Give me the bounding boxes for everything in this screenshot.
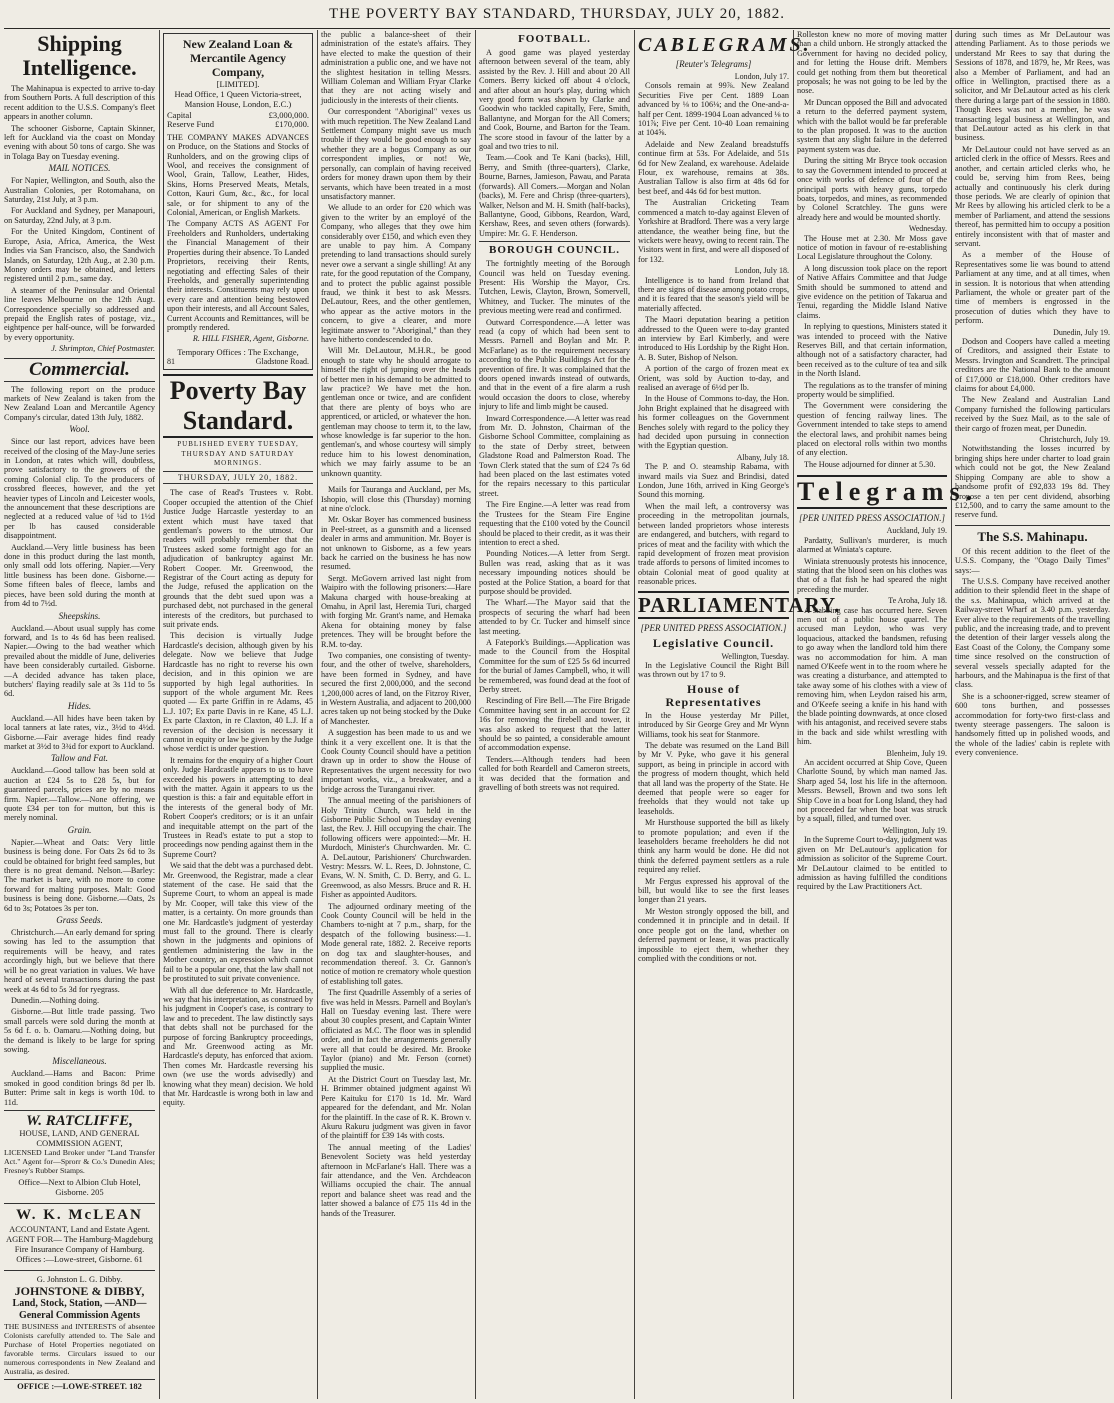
dateline: Auckland, July 19.	[886, 526, 947, 536]
capital-value: £3,000,000.	[268, 110, 309, 120]
parliament-paragraph: Mr Weston strongly opposed the bill, and condemned it in principle and in detail. If once people got on the land, whether on deferred payment or lease, it was practically impossible to eject them, whether they complied with the conditions or not.	[638, 906, 789, 963]
dateline: Dunedin, July 19.	[1053, 327, 1110, 337]
mahinapua-paragraph: Of this recent addition to the fleet of the U.S.S. Company, the "Otago Daily Times" says:—	[955, 546, 1110, 575]
advert-title: W. RATCLIFFE,	[26, 1112, 133, 1129]
parliament-paragraph: The debate was resumed on the Land Bill by Mr V. Pyke, who gave it his general support, as being in principle in accord with the progress of modern thought, which held that all land was the property of the State. He deemed that people were so eager for freeholds that they would not take up leaseholds.	[638, 740, 789, 816]
editorial-paragraph: With all due deference to Mr. Hardcastle, we say that his interpretation, as construed by his judgment in Cooper's case, is contrary to law and to precedent. The law distinctly says that debts shall not be purchased for the purpose of forcing Bankruptcy proceedings, and Mr. Greenwood acting as Mr. Hardcastle's deputy, has enforced that axiom. Then comes Mr. Hardcastle reversing his own (we use the words advisedly) and knowing what they mean) decision. We hold that Mr. Hardcastle is wrong both in law and equity.	[163, 985, 313, 1108]
news-paragraph: A suggestion has been made to us and we think it a very excellent one. It is that the Cook County Council should have a petition drawn up in order to show the House of Representatives the urgent necessity for two important works, viz., a breakwater, and a bridge across the Turanganui river.	[321, 728, 471, 794]
paper-dateline: THURSDAY, JULY 20, 1882.	[163, 471, 313, 484]
advert-names: G. Johnston L. G. Dibby.	[36, 1273, 123, 1284]
column-6	[797, 30, 979, 1399]
column-divider	[951, 30, 952, 1399]
johnston-advert	[4, 1270, 155, 1394]
editorial-paragraph: Will Mr. DeLautour, M.H.R., be good enough to state why he should arrogate to himself the right of jumping over the heads of better men in his demand to be admitted to law practice? We have met the hon. gentleman once or twice, and are confident that there are plenty of boys who are apprenticed, or articled, or whatever the hon. gentleman may choose to term it, to the law, whose knowledge is far superior to the hon. gentleman's, and whose courtesy will simply reduce him to his lowest denomination, which we may fairly assume to be an unknown quantity.	[321, 346, 471, 478]
column-divider	[317, 30, 318, 1399]
news-paragraph: The adjourned ordinary meeting of the Cook County Council will be held in the Chambers to-night at 7 p.m., sharp, for the despatch of the following business:—1. Mode general rate, 1882. 2. Receive reports on dog tax and slaughter-houses, and recommendation thereof. 3. Cr. Gannon's notice of motion re crematory whole question of establishing toll gates.	[321, 901, 471, 986]
mail-paragraph: For Auckland and Sydney, per Manapouri, on Saturday, 22nd July, at 3 p.m.	[4, 206, 155, 225]
parliament-paragraph: The Government were considering the question of fencing railway lines. The Government intended to take steps to amend the electoral laws, and prohibit names being placed on electoral rolls within two months of any election.	[797, 401, 947, 458]
cablegrams-heading: CABLEGRAMS.	[638, 34, 812, 56]
capital-label: Capital	[167, 110, 192, 120]
news-paragraph: Mails for Tauranga and Auckland, per Ms, Ishopio, will close this (Thursday) morning at nine o'clock.	[321, 485, 471, 513]
commercial-paragraph: The following report on the produce markets of New Zealand is taken from the New Zealand Loan and Mercantile Agency Company's circular, dated 13th July, 1882.	[4, 384, 155, 422]
telegram-paragraph: Winiata strenuously protests his innocence, stating that the blood seen on his clothes was that of a flat fish he had speared the night preceding the murder.	[797, 556, 947, 594]
advert-subtitle: ACCOUNTANT, Land and Estate Agent.	[9, 1223, 150, 1234]
advert-agent: AGENT FOR— The Hamburg-Magdeburg Fire Insurance Company of Hamburg.	[6, 1233, 153, 1254]
column-2	[163, 30, 313, 1399]
mail-paragraph: A steamer of the Peninsular and Oriental line leaves Melbourne on the 12th Augt. Correspondence specially so addressed and prepaid the English rates of postage, viz., eightpence per half-ounce, will be forwarded by every opportunity.	[4, 285, 155, 342]
cable-paragraph: The P. and O. steamship Rabama, with inward mails via Suez and Brindisi, dated London, June 16th, arrived in King George's Sound this morning.	[638, 462, 789, 500]
mahinapua-paragraph: She is a schooner-rigged, screw steamer of 600 tons burthen, and possesses accommodation for forty-two first-class and twenty steerage passengers. The saloon is handsomely fitted up in polished woods, and the whole of the ladies' cabin is replete with every convenience.	[955, 691, 1110, 758]
column-divider	[159, 30, 160, 1399]
advert-title: New Zealand Loan & Mercantile Agency Company,	[182, 37, 294, 79]
dateline: Wednesday.	[908, 224, 947, 234]
editorial-paragraph: This decision is virtually Judge Hardcastle's decision, although given by his delegate. Now we believe that Judge Hardcastle has no right to reverse his own decision, and in this opinion we are supported by high legal authorities. In support of the whole argument Mr. Rees quoted — Ex parte Griffin in re Adams, 45 L.J. 107; Ex parte Davis in re Kane, 45 L.J. Ex parte Claxton, in re Claxton, 40 L.J. If a reversion of the decision is necessary it cannot in equity or law be given by the Judge whose verdict is under question.	[163, 631, 313, 754]
advert-body: The Company ACTS AS AGENT For Freeholders and Runholders, undertaking the Financial Management of their Properties during their absence. To Landed Proprietors, receiving their Rents, negotiating and effecting Sales of their Freeholds, and generally superintending their interests. Constituents may rely upon every care and attention being bestowed upon their interests, and all Account Sales, Current Accounts and Remittances, will be promptly rendered.	[167, 219, 309, 332]
editorial-paragraph: The case of Read's Trustees v. Robt. Cooper occupied the attention of the Chief Justice Judge Harcastle yesterday to an extent which must have taxed that gentleman's powers to the utmost. Our readers will probably remember that the Trustees asked some fortnight ago for an adjudication of bankruptcy against Mr. Robert Cooper. Mr. Greenwood, the Registrar of the Court acting as deputy for the Judge, refused the application on the grounds that the debt sued upon was a purchased debt, not purchased in the general interests of the creditors, but purchased to suit private ends.	[163, 488, 313, 630]
shipping-paragraph: The Mahinapua is expected to arrive to-day from Southern Ports. A full description of this recent addition to the U.S.S. Company's fleet appears in another column.	[4, 84, 155, 122]
advert-title: JOHNSTONE & DIBBY,	[14, 1283, 145, 1298]
dateline: Wellington, Tuesday.	[721, 651, 789, 661]
editorial-paragraph: the public a balance-sheet of their administration of the estate's affairs. They have elected to make the question of their administration a public one, and we have not the slightest hesitation in telling Messrs. William Coleman and William Fryar Clarke that they are not acting wisely and judiciously in the interests of their clients.	[321, 30, 471, 105]
column-1	[4, 30, 155, 1399]
publishing-note: PUBLISHED EVERY TUESDAY, THURSDAY AND SATURDAY MORNINGS.	[177, 440, 299, 467]
telegram-paragraph: Mr DeLautour could not have served as an articled clerk in the office of Messrs. Rees and another, and certain articled clerks who, he could be, serving him from Rees, being actually and continuously his clerk during those periods. We are clearly of opinion that Mr Rees by allowing his articled clerk to be a member of Parliament, and attend the sessions thereof, has permitted him to occupy a position entirely inconsistent with that of master and servant.	[955, 144, 1110, 248]
news-paragraph: The annual meeting of the parishioners of Holy Trinity Church, was held in the Gisborne Public School on Tuesday evening last, the Rev. J. Hill occupying the chair. The following officers were appointed:—Mr. H. Murdoch, Minister's Churchwarden. Mr. C. A. DeLautour, Parishioners' Churchwarden. Vestry: Messrs. W. L. Rees, D. Johnstone, C. Evans, W. N. Smith, C. D. Berry, and G. L. Greenwood, as also Messrs. Bruce and R. H. Fisher as appointed Auditors.	[321, 796, 471, 900]
borough-paragraph: The Wharf.—The Mayor said that the prospects of securing the wharf had been attended to by Cr. Tucker and himself since last meeting.	[479, 598, 630, 636]
subheading: Grain.	[67, 824, 92, 835]
telegrams-source: [PER UNITED PRESS ASSOCIATION.]	[799, 513, 945, 524]
dateline: Blenheim, July 19.	[886, 748, 947, 758]
subheading: Miscellaneous.	[52, 1056, 107, 1067]
borough-paragraph: Pounding Notices.—A letter from Sergt. Bullen was read, asking that as it was necessary impounding notices should be posted at the Police Station, a board for that purpose should be provided.	[479, 549, 630, 596]
cable-paragraph: A portion of the cargo of frozen meat ex Orient, was sold by Auction to-day, and realised an average of 6½d per lb.	[638, 364, 789, 392]
parliament-paragraph: The House met at 2.30. Mr Moss gave notice of motion in favour of re-establishing Local Legislature throughout the Colony.	[797, 233, 947, 262]
news-paragraph: Sergt. McGovern arrived last night from Waipiro with the following prisoners:—Hare Makuna charged with house-breaking at Omahu, in April last, Heremia Turi, charged with forging Mr. Grant's name, and Hemaka Akena for obtaining money by false pretences. They will be brought before the R.M. to-day.	[321, 573, 471, 649]
editorial-paragraph: We allude to an order for £20 which was given to the writer by an employé of the Company, who alleges that they owe him considerably over £150, and which even they are unable to pay him. A Company pretending to land transactions should surely never owe a servant a single shilling! At any rate, for the good reputation of the Company, and to protect the public against possible fraud, we think it best to ask Messrs. DeLautour, Rees, and the other gentlemen, who appear as the active motors in the concern, to give a clearer, and more legitimate answer to "Aboriginal," than they have hitherto condescended to do.	[321, 203, 471, 344]
advert-signature: R. HILL FISHER, Agent, Gisborne.	[192, 334, 309, 344]
subheading: Tallow and Fat.	[51, 753, 108, 764]
advert-head-office: Head Office, 1 Queen Victoria-street, Mansion House, London, E.C.)	[174, 89, 302, 109]
column-divider	[475, 30, 476, 1399]
dateline: Christchurch, July 19.	[1039, 435, 1110, 445]
advert-limited: [LIMITED].	[216, 79, 260, 89]
house-heading: House of Representatives	[665, 681, 762, 709]
advert-office: OFFICE :—LOWE-STREET. 182	[4, 1379, 155, 1391]
cable-paragraph: When the mail left, a controversy was proceeding in the metropolitan journals, between landed proprietors whose interests are endangered, and butchers, with regard to prices of meat and the facility with which the rapid development of frozen meat provision trade affords to persons of limited incomes to obtain Colonial meat of good quality at reasonable prices.	[638, 501, 789, 587]
advert-body: THE COMPANY MAKES ADVANCES on Produce, on the Stations and Stocks of Runholders, and on the growing clips of Wool, and receives the consignment of Wool, Grain, Tallow, Leather, Hides, Skins, Horns Preserved Meats, Metals, Cotton, Kauri Gum, &c., &c., for local sale, or for shipment to any of the Colonial, American, or English Markets.	[167, 132, 309, 218]
cable-paragraph: Intelligence is to hand from Ireland that there are signs of disease among potato crops, and it is feared that the season's yield will be materially affected.	[638, 275, 789, 313]
dateline: Te Aroha, July 18.	[888, 596, 947, 606]
masthead: THE POVERTY BAY STANDARD, THURSDAY, JULY 20, 1882.	[328, 6, 786, 22]
column-divider	[793, 30, 794, 1399]
parliamentary-source: [PER UNITED PRESS ASSOCIATION.]	[640, 622, 787, 633]
telegram-paragraph: An accident occurred at Ship Cove, Queen Charlotte Sound, by which man named Jas. Sharp aged 54, lost his life in the afternoon. Messrs. Bewsell, Brown and two sons left Ship Cove in a boat for Long Island, they had not proceeded far when the boat was struck by a squall, filled, and turned over.	[797, 758, 947, 824]
borough-paragraph: Outward Correspondence.—A letter was read (a copy of which had been sent to Messrs. Parnell and Boylan and Mr. P. McFarlane) as to the requirement necessary according to the Public Buildings Act for the prevention of fire. It was complained that the doors opened inwards instead of outwards, and that in the event of a fire alarm a rush would occasion the doors to close, whereby injury to life and limb might be caused.	[479, 317, 630, 412]
football-heading: FOOTBALL.	[518, 33, 591, 45]
nzloan-advert	[163, 33, 313, 370]
football-paragraph: A good game was played yesterday afternoon between several of the team, ably assisted by the Rev. J. Hill and about 20 All Comers. Berry kicked off about 4 o'clock, and after about an hour's play, during which very good form was shown by Clarke and Goodwin who tackled capitally, Fere, Smith, Ballantyne, and Morgan for the All Comers; and Cook, Bourne, and Barton for the Team. The score stood in favour of the latter by a goal and two tries to nil.	[479, 48, 630, 152]
parliament-paragraph: In replying to questions, Ministers stated it was intended to proceed with the Native Reserves Bill, and that certain information, although not of a satisfactory character, had been received as to the culture of tea and silk in the North Island.	[797, 322, 947, 379]
advert-body: LICENSED Land Broker under "Land Transfer Act." Agent for—Sprorr & Co.'s Dunedin Ales; Fresney's Rubber Stamps.	[4, 1147, 155, 1175]
mahinapua-paragraph: The U.S.S. Company have received another addition to their splendid fleet in the shape of the s.s. Mahinapua, which arrived at the Railway-street Wharf at 3.40 p.m. yesterday. Ever alive to the requirements of the travelling public, and the increasing trade, and to prevent the detention of their larger vessels along the East Coast of the Colony, the Company some time since resolved on the construction of several vessels specially adapted for the harbours, and the Mahinapua is the first of that class.	[955, 576, 1110, 690]
telegram-paragraph: during such times as Mr DeLautour was attending Parliament. As to those periods we understand Mr Rees to say that during the Sessions of 1878, and 1879, he, Mr Rees, was also a Member of Parliament, and had an office in Wellington, practised there as a solicitor, and Mr DeLautour acted as his clerk there during a large part of the session in 1880. Though Rees was not a member, he was transacting legal business at Wellington, and that DeLautour acted as his clerk in that business.	[955, 30, 1110, 143]
mclean-advert	[4, 1203, 155, 1267]
cable-paragraph: The Maori deputation bearing a petition addressed to the Queen were to-day granted an interview by Earl Kimberly, and were introduced to His Lordship by the Right Hon. A. B. Suter, Bishop of Nelson.	[638, 315, 789, 362]
news-paragraph: Two companies, one consisting of twenty-four, and the other of twelve, shareholders, have been formed in Sydney, and have secured the first 2,000,000, and the second 1,200,000 acres of land, on the Fitzroy River, in Western Australia, and adjacent to 200,000 acres taken up not being stocked by the Duke of Manchester.	[321, 651, 471, 726]
commercial-paragraph: Auckland.—Hams and Bacon: Prime smoked in good condition brings 8d per lb. Butter: Prime salt in kegs is worth 10d. to 11d.	[4, 1069, 155, 1107]
commercial-paragraph: Dunedin.—Nothing doing.	[11, 995, 100, 1005]
subheading: Wool.	[69, 424, 90, 435]
cable-paragraph: The Australian Cricketing Team commenced a match to-day against Eleven of Yorkshire at Bradford. There was a very large attendance, the weather being fine, but the wickets were heavy, owing to recent rain. The Visitors went in first, and were all disposed of for 132.	[638, 198, 789, 264]
section-rule	[351, 481, 441, 482]
parliament-paragraph: In the House yesterday Mr Pillet, introduced by Sir George Grey and Mr Wynn Williams, took his seat for Stanmore.	[638, 710, 789, 739]
parliament-paragraph: The House adjourned for dinner at 5.30.	[804, 459, 936, 469]
commercial-paragraph: Auckland.—Very little business has been done in this product during the last month, only small odd lots offering. Napier.—Very little business has been done. Gisborne.—Some fifteen bales of fleece, lambs and pieces, have been sold during the month at from 4d to 7½d.	[4, 542, 155, 609]
advert-title: W. K. McLEAN	[16, 1206, 143, 1223]
paper-title: Poverty Bay Standard.	[163, 374, 313, 438]
telegram-paragraph: As a member of the House of Representatives some lie was bound to attend Parliament at any time, and at all times, when in session. It is notorious that when attending Parliament, the whole or greater part of the time of members is engrossed in the prosecution of duties which they have to perform.	[955, 250, 1110, 326]
column-3	[321, 30, 471, 1399]
cable-paragraph: Consols remain at 99⅞. New Zealand Securities Five per Cent. 1889 Loan advanced by ⅛ to 106⅛; and the One-and-a-half per Cent. 1899-1904 Loan advanced ⅛ to 101⅞; Five per Cent. 10-40 Loan remaining at 104⅝.	[638, 81, 789, 138]
borough-paragraph: The Fire Engine.—A letter was read from the Trustees for the Steam Fire Engine requesting that the £100 voted by the Council should be placed to their credit, as it was their intention to erect a shed.	[479, 500, 630, 547]
parliament-paragraph: A long discussion took place on the report of Native Affairs Committee and that Judge Smith should be summoned to attend and give evidence on the petition of Takarua and Tenui, regarding the Middle Island Native claims.	[797, 263, 947, 320]
editorial-paragraph: It remains for the enquiry of a higher Court only. Judge Hardcastle appears to us to have exceeded his powers in attempting to deal with the matter. Again it appears to us the question is this: a fair and equitable effort in the interests of the general body of Mr. Robert Cooper's creditors; or is it an unfair and inequitable attempt on the part of the Trustees in Read's estate to put a stop to proceedings now pending against them in the Supreme Court?	[163, 755, 313, 859]
dateline: Albany, July 18.	[736, 452, 789, 462]
legislative-council-heading: Legislative Council.	[652, 635, 775, 650]
address-number: 81	[167, 356, 175, 366]
telegram-paragraph: A stabbing case has occurred here. Seven men out of a public house quarrel. The accused man Leydon, who was very loquacious, attacked the bandsmen, refusing to go away when the landlord told him there was no accommodation for him. A man named O'Keefe went in to the room where he was creating a disturbance, and attempted to take away some of his clothes with a view of removing him, when Leydon raised his arm, and O'Keefe seeing a knife in his hand with the blade pointing downwards, at once closed with his antagonist, and received severe stabs in the back and side whilst wrestling with him.	[797, 605, 947, 747]
dateline: London, July 18.	[734, 266, 789, 276]
commercial-paragraph: Auckland.—About usual supply has come forward, and 1s to 4s 6d has been realised. Napier.—Owing to the bad weather which prevailed about the middle of June, deliveries have been considerably curtailed. Gisborne.—A decided advance has taken place, butchers' flaying readily sale at 3s 11d to 5s 6d.	[4, 623, 155, 699]
parliament-paragraph: The regulations as to the transfer of mining property would be simplified.	[797, 380, 947, 400]
borough-paragraph: A Fatepork's Buildings.—Application was made to the Council from the Hospital Committee for the sum of £25 5s 6d incurred for the burial of James Campbell, who, it will be remembered, was found dead at the foot of Derby street.	[479, 637, 630, 694]
parliament-paragraph: Mr Hursthouse supported the bill as likely to promote population; and even if the leaseholders became freeholders he did not think any harm would be done. He did not think the deferred payment settlers as a rule required any relief.	[638, 818, 789, 875]
commercial-paragraph: Gisborne.—But little trade passing. Two small parcels were sold during the month at 5s 6d f. o. b. Oamaru.—Nothing doing, but the demand is likely to be large for spring sowing.	[4, 1007, 155, 1054]
subheading: Grass Seeds.	[56, 915, 103, 926]
borough-paragraph: Rescinding of Fire Bell.—The Fire Brigade Committee having sent in an account for £2 16s for removing the firebell and tower, it was also asked to request that the latter should be so painted, a considerable amount of accommodation expense.	[479, 696, 630, 753]
reserve-label: Reserve Fund	[167, 119, 214, 130]
borough-heading: BOROUGH COUNCIL.	[479, 241, 630, 257]
telegram-paragraph: In the Supreme Court to-day, judgment was given on Mr DeLautour's application for admission as solicitor of the Supreme Court. Mr DeLautour claimed to be entitled to admission as having fulfilled the conditions required by the Law Practitioners Act.	[797, 835, 947, 892]
advert-office: Office—Next to Albion Club Hotel, Gisborne. 205	[18, 1176, 141, 1197]
commercial-paragraph: Auckland.—Good tallow has been sold at auction at £24 5s to £28 5s, but for guaranteed parcels, prices are by no means firm. Napier.—Tallow.—None offering, we quote £34 per ton for mutton, but this is merely nominal.	[4, 766, 155, 823]
commercial-paragraph: Auckland.—All hides have been taken by local tanners at late rates, viz., 3½d to 4½d. Gisborne.—Fair average hides find ready market at 3½d to 3¾d for export to Auckland.	[4, 713, 155, 751]
parliament-paragraph: Rolleston knew no more of moving matter than a child unborn. He strongly attacked the Government for having no decided policy, and for letting the House drift. Members could get nothing from them but theoretical proposals; he was not going to be led by the nose.	[797, 30, 947, 96]
cable-paragraph: In the House of Commons to-day, the Hon. John Bright explained that he disagreed with his former colleagues on the Government Benches solely with regard to the policy they had decided upon pursuing in connection with the Egyptian question.	[638, 394, 789, 451]
masthead-rule	[4, 28, 1110, 29]
shipping-heading: Shipping Intelligence.	[22, 31, 137, 80]
borough-paragraph: Inward Correspondence.—A letter was read from Mr. D. Johnston, Chairman of the Gisborne School Committee, complaining as to the state of Derby street, between Gladstone Road and Palmerston Road. The Town Clerk stated that the sum of £24 7s 6d had been placed on the last estimates voted for the repairs necessary to this particular street.	[479, 413, 630, 498]
parliamentary-heading: PARLIAMENTARY.	[638, 592, 841, 617]
news-paragraph: The first Quadrille Assembly of a series of five was held in Messrs. Parnell and Boylan's Hall on Tuesday evening last. There were about 30 couples present, and Captain Winter officiated as M.C. The floor was in splendid order, and in fact the arrangements generally were all that could be desired. Mr. Brooke Taylor (piano) and Mr. Ferson (cornet) supplied the music.	[321, 988, 471, 1073]
reserve-row	[167, 120, 309, 129]
address-street: Gladstone Road.	[255, 356, 309, 366]
parliament-paragraph: Mr Duncan opposed the Bill and advocated a return to the deferred payment system, which with the ballot would be far preferable to the plan proposed. It was to the auction system that any slight failure in the deferred payment system was due.	[797, 97, 947, 154]
commercial-paragraph: Napier.—Wheat and Oats: Very little business is being done. For Oats 2s 6d to 3s could be obtained for bright feed samples, but there is no great demand. Nelson.—Barley: The market is bare, with no more to come forward for malting purposes. Malt: Good business is being done. Gisborne.—Oats, 2s 6d to 3s; Potatoes 3s per ton.	[4, 837, 155, 913]
parliament-paragraph: During the sitting Mr Bryce took occasion to say the Government intended to proceed at once with works of defence of four of the principal ports with heavy guns, torpedo boats, torpedos, and mines, as recommended by Colonel Scratchley. The guns were already here and would be mounted shortly.	[797, 156, 947, 222]
ratcliffe-advert	[4, 1110, 155, 1200]
advert-subtitle: Land, Stock, Station, —AND— General Commission Agents	[12, 1297, 147, 1321]
commercial-paragraph: Since our last report, advices have been received of the closing of the May-June series in London, at rates which will, doubtless, prove satisfactory to the growers of the coming Colonial clip. To the producers of crossbred fleeces, however, and the yet heavier types of Lincoln and Leicester wools, the announcement that these descriptions are neglected at a reduced value of ¼d to 1½d per lb has caused considerable disappointment.	[4, 437, 155, 541]
editorial-paragraph: We said that the debt was a purchased debt. Mr. Greenwood, the Registrar, made a clear statement of the case. He said that the Supreme Court, to whom an appeal is made by Mr. Cooper, will take this view of the matter, is a certainty. On more grounds than one Mr. Hardcastle's judgment of yesterday must fall to the ground. There is clearly shown in the judgments and opinions of gentlemen administering the law in the Mother country, an expression which cannot fail to be a popular one, that the law shall not be prostituted to suit private convenience.	[163, 861, 313, 984]
news-paragraph: The annual meeting of the Ladies' Benevolent Society was held yesterday afternoon in McFarlane's Hall. There was a fair attendance, and the Ven. Archdeacon Williams occupied the chair. The annual report and balance sheet was read and the latter showed a balance of £75 11s 4d in the hands of the Treasurer.	[321, 1142, 471, 1218]
advert-address-row	[167, 357, 309, 366]
mail-signature: J. Shrimpton, Chief Postmaster.	[51, 344, 155, 354]
reserve-value: £170,000.	[275, 119, 309, 130]
cablegrams-source: [Reuter's Telegrams]	[675, 59, 752, 69]
football-paragraph: Team.—Cook and Te Kani (backs), Hill, Berry, and Smith (three-quarters), Clarke, Bourne, Barnes, Jamieson, Pawau, and Parata (forwards). All Comers.—Morgan and Nolan (backs), M. Fere and Chrisp (three-quarters), Walker, Nelson and M. H. Smith (half-backs), Ballantyne, Good, Gibbons, Reardon, Ward, Kershaw, Rees, and seven others (forwards). Umpire: Mr. G. F. Henderson.	[479, 153, 630, 238]
column-7	[955, 30, 1110, 1399]
telegrams-heading: Telegrams.	[797, 475, 947, 509]
parliament-paragraph: Mr Fergus expressed his approval of the bill, but would like to see the first leases longer than 21 years.	[638, 876, 789, 905]
borough-paragraph: Tenders.—Although tenders had been called for both Reardell and Cameron streets, it was decided that the formation and gravelling of both streets was not required.	[479, 754, 630, 793]
editorial-paragraph: Our correspondent "Aboriginal" vexes us with much repetition. The New Zealand Land Settlement Company might save us much trouble if they would be good enough to say whether they are a bogus Company as our correspondent implies, or not! We, personally, can complain of having received orders for money drawn upon them by their servants, which have been treated in a most unsatisfactory manner.	[321, 107, 471, 201]
commercial-paragraph: Christchurch.—An early demand for spring sowing has led to the assumption that requirements will be heavy, and rates accordingly high, but we believe that there will be no great variation in values. We have heard of several transactions during the past week at 4s 6d to 5s 3d for ryegrass.	[4, 928, 155, 994]
advert-subtitle: HOUSE, LAND, AND GENERAL COMMISSION AGENT,	[19, 1127, 140, 1148]
subheading: Sheepskins.	[58, 610, 101, 621]
news-paragraph: Mr. Oskar Boyer has commenced business in Peel-street, as a gunsmith and a licensed dealer in arms and ammunition. Mr. Boyer is not unknown to Gisborne, as a few years back he carried on the business he has now resumed.	[321, 515, 471, 572]
mail-paragraph: For Napier, Wellington, and South, also the Australian Colonies, per Rotomahana, on Saturday, 21st July, at 3 p.m.	[4, 176, 155, 205]
telegram-paragraph: Pardatty, Sullivan's murderer, is much alarmed at Winiata's capture.	[797, 535, 947, 555]
dateline: London, July 17.	[734, 72, 789, 81]
advert-body: THE BUSINESS and INTERESTS of absentee Colonists carefully attended to. The Sale and Purchase of Hotel Properties negotiated on favorable terms. Circulars issued to our numerous correspondents in New Zealand and Australia, as desired.	[4, 1321, 155, 1376]
mahinapua-heading: The S.S. Mahinapu.	[955, 525, 1110, 545]
mail-paragraph: For the United Kingdom, Continent of Europe, Asia, Africa, America, the West Indies via San Francisco, also, the Sandwich Islands, on Saturday, 12th Aug., at 2.30 p.m. Money orders may be obtained, and letters registered until 2 p.m., same day.	[4, 227, 155, 284]
column-divider	[634, 30, 635, 1399]
column-5	[638, 30, 841, 1399]
subheading: Hides.	[67, 700, 92, 711]
borough-paragraph: The fortnightly meeting of the Borough Council was held on Tuesday evening. Present: His Worship the Mayor, Crs. Tutchen, Lewis, Clayton, Brown, Somervell, Whitney, and Tucker. The minutes of the previous meeting were read and confirmed.	[479, 259, 630, 316]
advert-office: Offices :—Lowe-street, Gisborne. 61	[16, 1253, 143, 1264]
news-paragraph: At the District Court on Tuesday last, Mr. H. Brimmer obtained judgment against Wi Pere Kaituku for £170 1s 1d. Mr. Ward appeared for the defendant, and Mr. Nolan for the plaintiff. In the case of R. K. Brown v. Akuru Rakuru judgment was given in favor of the plaintiff for £39 14s with costs.	[321, 1074, 471, 1141]
telegram-paragraph: The New Zealand and Australian Land Company furnished the following particulars received by the Suez Mail, as to the sale of their cargo of frozen meat, per Dunedin.	[955, 395, 1110, 433]
column-4	[479, 30, 630, 1399]
mail-notices-heading: MAIL NOTICES.	[48, 163, 111, 174]
telegram-paragraph: Notwithstanding the losses incurred by bringing ships here under charter to load grain which could not be got, the New Zealand Shipping Company are able to show a handsome profit of £92,833 19s 8d. They propose a ten per cent dividend, absorbing £12,500, and to carry the same amount to the reserve fund.	[955, 444, 1110, 520]
shipping-paragraph: The schooner Gisborne, Captain Skinner, left for Auckland via the coast on Monday evening with about 50 tons of cargo. She was in Tolaga Bay on Tuesday evening.	[4, 123, 155, 161]
commercial-heading: Commercial.	[4, 358, 155, 382]
dateline: Wellington, July 19.	[882, 825, 947, 835]
advert-temp-offices: Temporary Offices : The Exchange,	[177, 346, 299, 357]
cable-paragraph: Adelaide and New Zealand breadstuffs continue firm at 53s. For Adelaide, and 51s 6d for New Zealand, ex warehouse. Adelaide Flour, ex warehouse, remains at 38s. Australian Tallow is also firm at 48s 6d for best beef, and 44s 6d for best mutton.	[638, 139, 789, 196]
telegram-paragraph: Dodson and Coopers have called a meeting of Creditors, and assigned their Estate to Messrs. Irvington and Scandrett. The principal creditors are the National Bank to the amount of £17,000 or £18,000. Other creditors have claims for about £4,000.	[955, 337, 1110, 394]
parliament-paragraph: In the Legislative Council the Right Bill was thrown out by 17 to 9.	[638, 660, 789, 680]
